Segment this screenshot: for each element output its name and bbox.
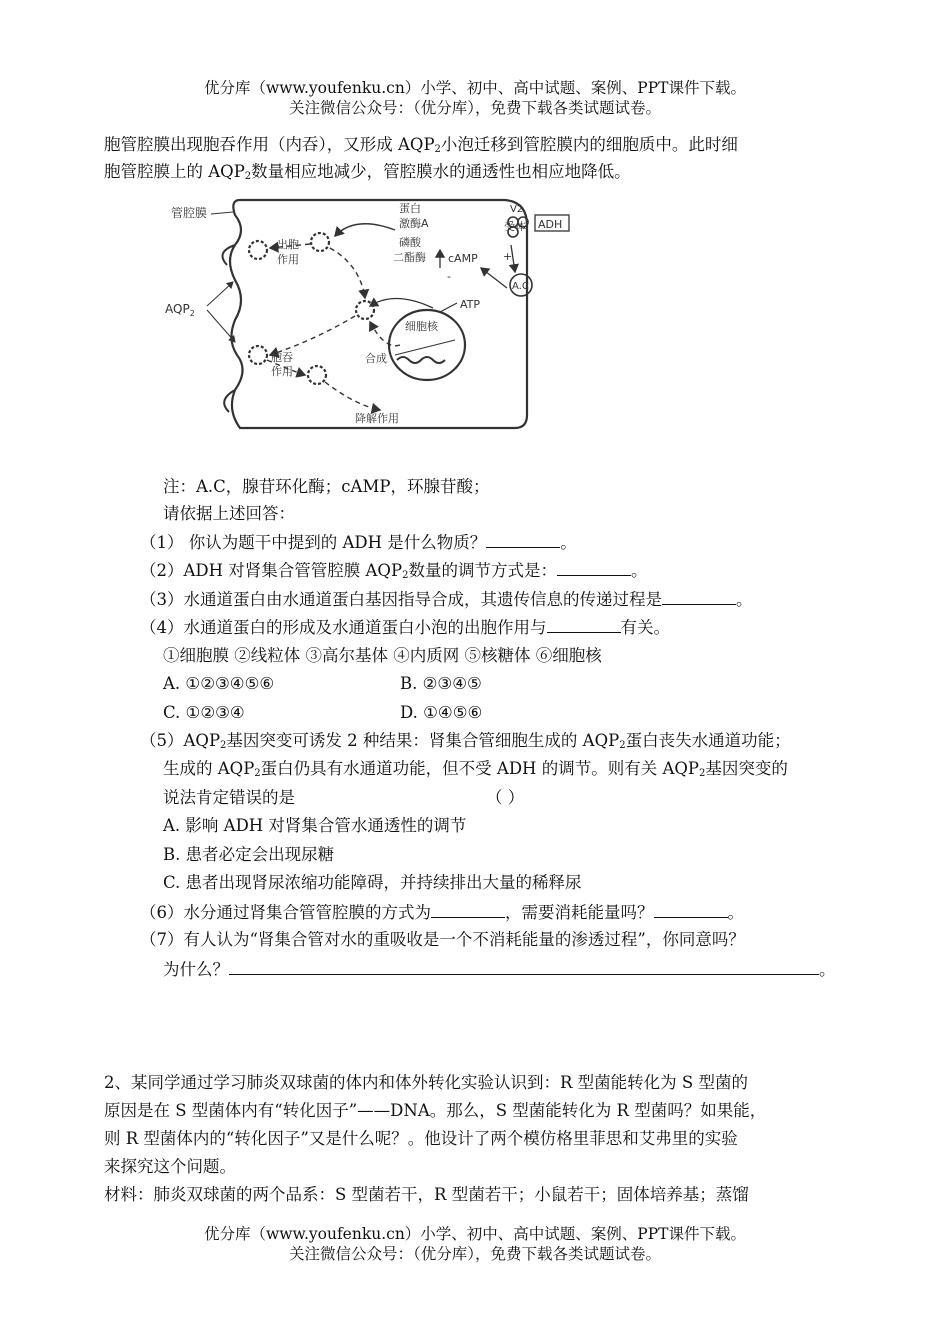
answer-blank-3[interactable] — [662, 587, 736, 605]
aqp2-regulation-diagram — [155, 190, 575, 460]
problem-2-line4: 来探究这个问题。 — [104, 1157, 236, 1176]
label-pde-2: 二酯酶 — [393, 251, 426, 264]
label-aqp2: $AQP_2$ — [165, 302, 195, 318]
answer-blank-7[interactable] — [229, 957, 819, 975]
page-header-line2: 关注微信公众号：（优分库），免费下载各类试题试卷。 — [288, 99, 661, 117]
intro-line2: 胞管腔膜上的 $AQP_2$数量相应地减少，管腔膜水的通透性也相应地降低。 — [104, 162, 631, 182]
question-4-items: ①细胞膜 ②线粒体 ③高尔基体 ④内质网 ⑤核糖体 ⑥细胞核 — [163, 646, 602, 665]
question-2: （2）ADH 对肾集合管管腔膜 $AQP_2$数量的调节方式是： 。 — [140, 558, 647, 588]
label-minus: - — [447, 270, 451, 283]
question-5-option-a[interactable]: A. 影响 ADH 对肾集合管水通透性的调节 — [163, 816, 467, 835]
label-atp: ATP — [460, 298, 481, 311]
answer-blank-1[interactable] — [486, 530, 560, 548]
question-5-line3: 说法肯定错误的是 — [163, 788, 295, 807]
label-exocytosis-1: 出胞 — [277, 238, 299, 251]
answer-blank-4[interactable] — [547, 615, 621, 633]
label-nucleus: 细胞核 — [405, 320, 438, 333]
question-5-line1: $(5)AQP_2$基因突变可诱发 2 种结果：肾集合管细胞生成的 $AQP_2$蛋白丧失水通道功能； — [140, 731, 791, 751]
question-4-option-a[interactable]: A. ①②③④⑤⑥ — [163, 674, 275, 693]
label-pk-1: 蛋白 — [399, 202, 421, 215]
label-receptor: 受体 — [504, 220, 526, 233]
vesicle-1 — [249, 241, 267, 259]
prompt: 请依据上述回答： — [163, 504, 295, 523]
label-pk-2: 激酶A — [399, 217, 429, 230]
question-3: （3）水通道蛋白由水通道蛋白基因指导合成，其遗传信息的传递过程是 。 — [140, 587, 753, 612]
question-6: （6）水分通过肾集合管管腔膜的方式为 ，需要消耗能量吗？ 。 — [140, 900, 744, 925]
answer-blank-2[interactable] — [557, 558, 631, 576]
question-7-line1: （7）有人认为“肾集合管对水的重吸收是一个不消耗能量的渗透过程”，你同意吗？ — [140, 930, 745, 949]
question-4: （4）水通道蛋白的形成及水通道蛋白小泡的出胞作用与 有关。 — [140, 615, 670, 640]
vesicle-2 — [311, 233, 329, 251]
label-v2: V2 — [510, 204, 524, 215]
dna-helix — [397, 357, 445, 363]
problem-2-line2: 原因是在 S 型菌体内有“转化因子”——DNA。那么，S 型菌能转化为 R 型菌吗？如果能， — [104, 1101, 767, 1120]
label-plus: + — [503, 250, 513, 263]
answer-blank-6a[interactable] — [431, 900, 505, 918]
vesicle-5 — [308, 366, 326, 384]
problem-2-line1: 2、某同学通过学习肺炎双球菌的体内和体外转化实验认识到：R 型菌能转化为 S 型菌的 — [104, 1073, 748, 1092]
vesicle-3 — [356, 301, 374, 319]
question-5-option-c[interactable]: C. 患者出现肾尿浓缩功能障碍，并持续排出大量的稀释尿 — [163, 873, 582, 892]
note: 注：A.C，腺苷环化酶；cAMP，环腺苷酸； — [163, 477, 490, 496]
label-membrane: 管腔膜 — [171, 206, 208, 220]
question-4-option-d[interactable]: D. ①④⑤⑥ — [400, 703, 483, 722]
question-1: （1） 你认为题干中提到的 ADH 是什么物质？ 。 — [140, 530, 577, 555]
page-footer-line2: 关注微信公众号：（优分库），免费下载各类试题试卷。 — [288, 1245, 661, 1263]
label-ac: A.C — [512, 281, 529, 292]
label-pde-1: 磷酸 — [399, 236, 421, 249]
label-synthesis: 合成 — [365, 352, 387, 365]
problem-2-line3: 则 R 型菌体内的“转化因子”又是什么呢？。他设计了两个模仿格里菲思和艾弗里的实验 — [104, 1129, 738, 1148]
label-exocytosis-2: 作用 — [277, 253, 299, 266]
question-5-answer-paren[interactable]: （ ） — [486, 788, 525, 807]
problem-2-line5: 材料：肺炎双球菌的两个品系：S 型菌若干，R 型菌若干；小鼠若干；固体培养基；蒸馏 — [104, 1185, 749, 1204]
question-5-option-b[interactable]: B. 患者必定会出现尿糖 — [163, 845, 335, 864]
answer-blank-6b[interactable] — [654, 900, 728, 918]
question-7-line2: 为什么？ 。 — [163, 957, 836, 982]
intro-line1: 胞管腔膜出现胞吞作用（内吞），又形成 $AQP_2$小泡迁移到管腔膜内的细胞质中。此时细 — [104, 135, 738, 155]
label-adh: ADH — [538, 218, 563, 231]
page-header-line1: 优分库（www.youfenku.cn）小学、初中、高中试题、案例、PPT课件下载。 — [203, 79, 747, 97]
label-camp: cAMP — [448, 252, 478, 265]
page-footer-line1: 优分库（www.youfenku.cn）小学、初中、高中试题、案例、PPT课件下载。 — [203, 1225, 747, 1243]
question-5-line2: 生成的 $AQP_2$蛋白仍具有水通道功能，但不受 ADH 的调节。则有关 $AQP_2$基因突变的 — [163, 759, 788, 779]
question-4-option-c[interactable]: C. ①②③④ — [163, 703, 245, 722]
label-endocytosis-1: 胞吞 — [271, 351, 293, 364]
question-4-option-b[interactable]: B. ②③④⑤ — [400, 674, 482, 693]
cell-membrane-outline — [230, 200, 527, 428]
label-endocytosis-2: 作用 — [271, 365, 293, 378]
label-degradation: 降解作用 — [355, 412, 399, 425]
vesicle-4 — [249, 346, 267, 364]
